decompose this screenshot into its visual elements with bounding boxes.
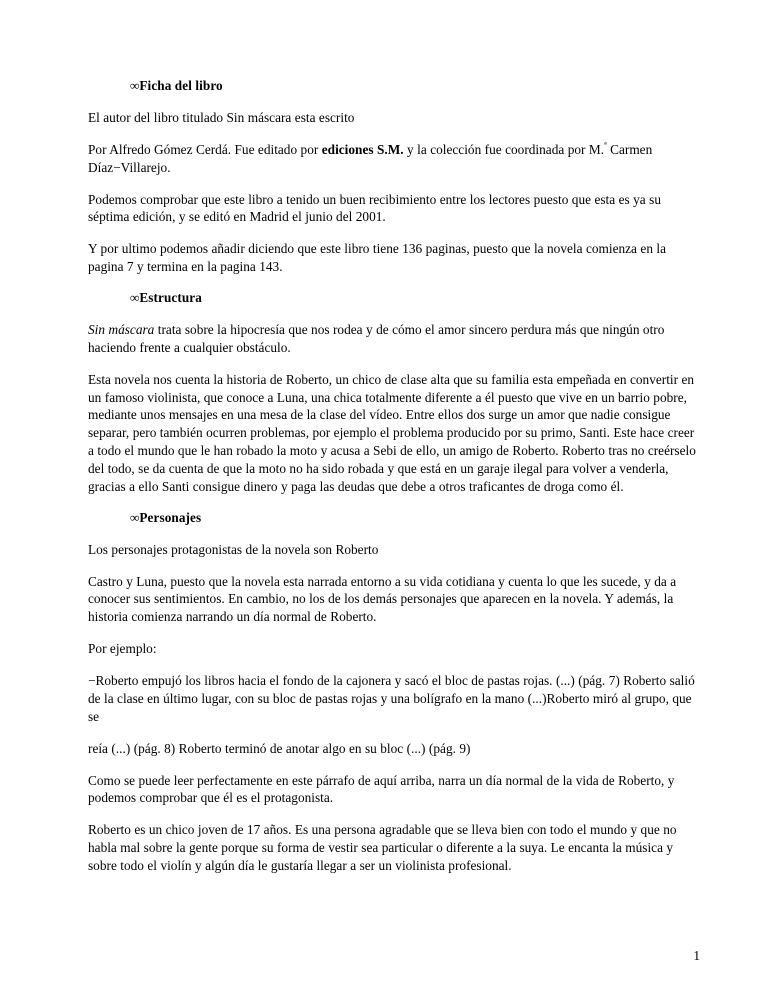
paragraph-descripcion-roberto: Roberto es un chico joven de 17 años. Es una persona agradable que se lleva bien con todo el mundo y que no habla mal sobre la gente porque su forma de vestir sea particular o diferente a la suya. Le encanta la música y sobre todo el violín y algún día le gustaría llegar a ser un violinista profesional. — [88, 822, 677, 874]
bullet-icon: ∞ — [130, 509, 140, 525]
paragraph-cita-2: reía (...) (pág. 8) Roberto terminó de anotar algo en su bloc (...) (pág. 9) — [88, 740, 471, 756]
run-text: Carmen Díaz−Villarejo. — [88, 141, 653, 175]
bullet-icon: ∞ — [130, 290, 140, 306]
paragraph-por-ejemplo: Por ejemplo: — [88, 641, 157, 657]
paragraph-paginas: Y por ultimo podemos añadir diciendo que este libro tiene 136 paginas, puesto que la novela comienza en la pagina 7 y termina en la pagina 143. — [88, 241, 667, 275]
run-bold-editorial: ediciones S.M. — [321, 141, 404, 157]
paragraph-argumento: Esta novela nos cuenta la historia de Roberto, un chico de clase alta que su familia esta empeñada en convertir en un famoso violinista, que conoce a Luna, una chica totalmente diferente a él puesto que vive en un barrio pobre, mediante unos mensajes en una mesa de la clase del vídeo. Entre ellos dos surge un amor que nadie consigue separar, pero también ocurren problemas, por ejemplo el problema producido por su primo, Santi. Este hace creer a todo el mundo que le han robado la moto y acusa a Sebi de ello, un amigo de Roberto. Roberto tras no creérselo del todo, se da cuenta de que la moto no ha sido robada y que está en un garaje ilegal para volver a venderla, gracias a ello Santi consigue dinero y paga las deudas que debe a otros traficantes de droga como él. — [88, 371, 696, 494]
paragraph-editorial — [88, 141, 700, 177]
heading-ficha-del-libro — [88, 78, 700, 95]
run-text: y la colección fue coordinada por M. — [403, 141, 605, 157]
heading-personajes — [88, 510, 700, 527]
heading-personajes-label: Personajes — [139, 509, 202, 525]
heading-estructura — [88, 290, 700, 307]
paragraph-protagonistas: Los personajes protagonistas de la novela son Roberto — [88, 541, 379, 557]
paragraph-comentario-cita: Como se puede leer perfectamente en este párrafo de aquí arriba, narra un día normal de la vida de Roberto, y podemos comprobar que él es el protagonista. — [88, 772, 675, 806]
heading-ficha-del-libro-label: Ficha del libro — [139, 78, 223, 93]
paragraph-ediciones: Podemos comprobar que este libro a tenido un buen recibimiento entre los lectores puesto que esta es ya su séptima edición, y se editó en Madrid el junio del 2001. — [88, 191, 661, 225]
paragraph-tema — [88, 321, 700, 357]
page-number: 1 — [693, 947, 700, 963]
heading-estructura-label: Estructura — [139, 290, 202, 306]
run-superscript-ordinal: ª — [604, 141, 607, 152]
run-italic-title: Sin máscara — [88, 321, 155, 337]
bullet-icon: ∞ — [130, 78, 140, 93]
run-text: Por Alfredo Gómez Cerdá. Fue editado por — [88, 141, 322, 157]
run-text: trata sobre la hipocresía que nos rodea y de cómo el amor sincero perdura más que ningún otro haciendo frente a cualquier obstáculo. — [88, 321, 665, 355]
document-body — [88, 78, 700, 875]
paragraph-castro-luna: Castro y Luna, puesto que la novela esta narrada entorno a su vida cotidiana y cuenta lo que les sucede, y da a conocer sus sentimientos. En cambio, no los de los demás personajes que aparecen en la novela. Y además, la historia comienza narrando un día normal de Roberto. — [88, 573, 677, 625]
paragraph-cita-1: −Roberto empujó los libros hacia el fondo de la cajonera y sacó el bloc de pastas rojas. (...) (pág. 7) Roberto salió de la clase en último lugar, con su bloc de pastas rojas y una bolígrafo en la mano (...)Roberto miró al grupo, que se — [88, 673, 695, 724]
paragraph-autor: El autor del libro titulado Sin máscara esta escrito — [88, 109, 355, 125]
